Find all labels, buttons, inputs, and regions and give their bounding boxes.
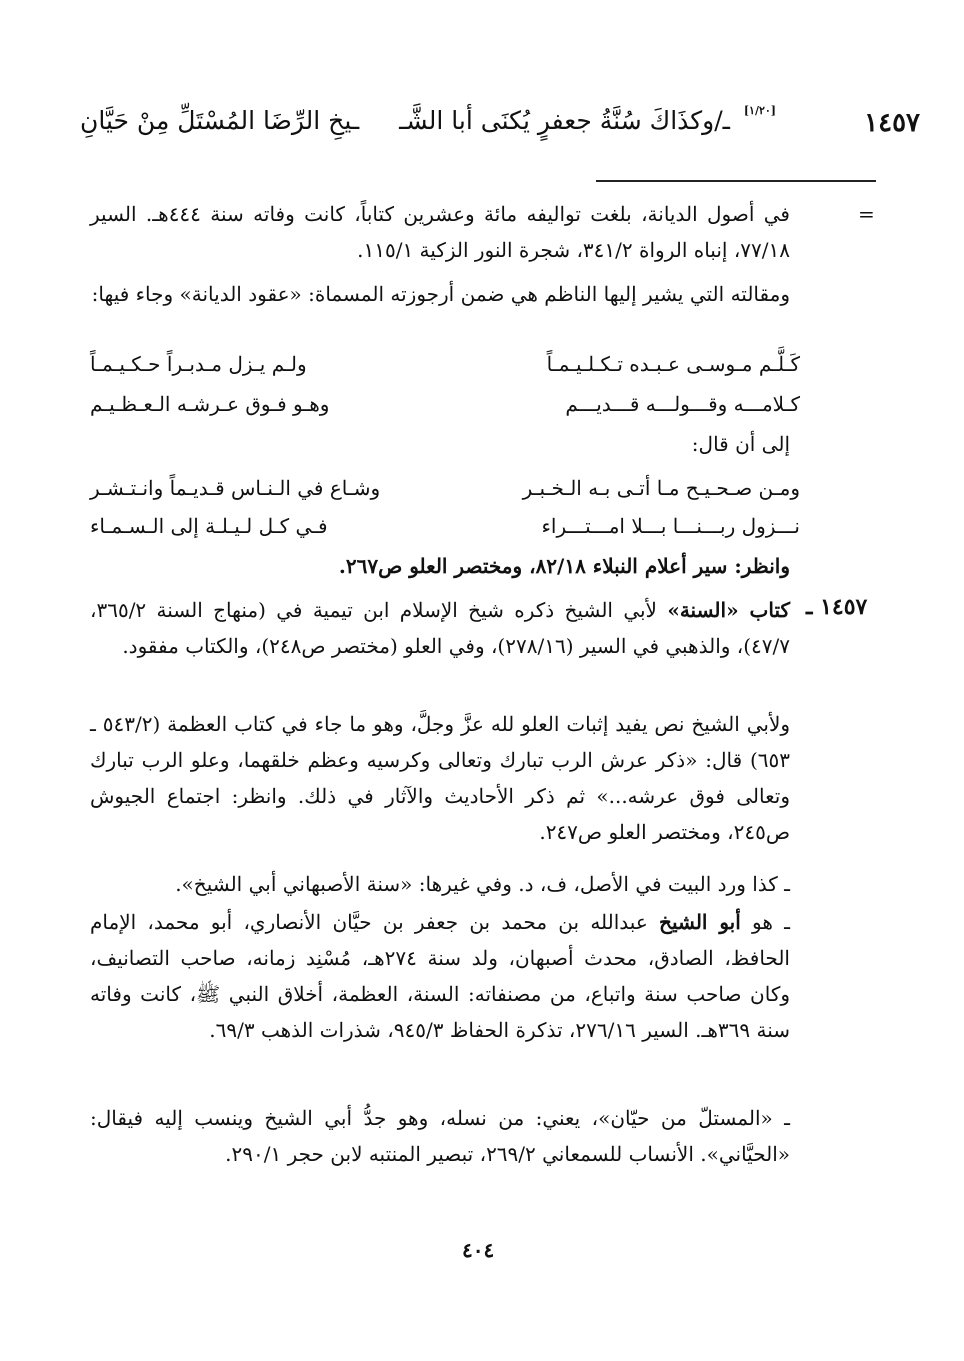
- verse-number: ١٤٥٧: [864, 108, 920, 138]
- poem2-line1-b: وشـاع في الـنـاس قـديـماً وانـتـشـر: [90, 476, 381, 500]
- note-variant-reading: ـ كذا ورد البيت في الأصل، ف، د. وفي غيرها: «سنة الأصبهاني أبي الشيخ».: [175, 872, 790, 896]
- poem1-line1-a: كَـلَّـم مـوسـى عـبـده تـكـلـيـمـاً: [546, 352, 800, 376]
- footnote-1457-paragraph: [90, 592, 790, 664]
- poem2-line1-a: ومـن صـحـيـح مـا أتـى بـه الـخـبـر: [522, 476, 800, 500]
- poem1-line2-a: كـلامـــه وقـــولـــه قـــديـــم: [565, 392, 800, 416]
- verse-first-hemistich: ـ/وكذَاكَ سُنَّةُ جعفرٍ يُكنَى أبا الشَّـ: [399, 106, 730, 135]
- until-text: إلى أن قال:: [691, 432, 790, 456]
- scholar-name: أبو الشيخ: [659, 910, 741, 934]
- book-title: كتاب «السنة»: [667, 598, 791, 622]
- see-also-reference: وانظر: سير أعلام النبلاء ٨٢/١٨، ومختصر العلو ص٢٦٧.: [338, 554, 790, 578]
- footnote-1457-paragraph-2: ولأبي الشيخ نص يفيد إثبات العلو لله عزَّ وجلَّ، وهو ما جاء في كتاب العظمة (٥٤٣/٢ ـ ٦٥٣) قال: «ذكر عرش الرب تبارك وتعالى وكرسيه وعظم خلقهما، وعلو الرب تبارك وتعالى فوق عرشه...» ثم ذكر الأحاديث والآثار في ذلك. وانظر: اجتماع الجيوش ص٢٤٥، ومختصر العلو ص٢٤٧.: [90, 712, 791, 844]
- note-lineage: ـ «المستلّ من حيّان»، يعني: من نسله، وهو جدُّ أبي الشيخ وينسب إليه فيقال: «الحيَّاني». الأنساب للسمعاني ٢٦٩/٢، تبصير المنتبه لابن حجر ٢٩٠/١.: [90, 1106, 790, 1166]
- poem2-line2-b: فـي كـل لـيـلـة إلى الـسـمـاء: [90, 514, 328, 538]
- verse-second-hemistich: ـيخِ الرِّضَا المُسْتَلِّ مِنْ حَيَّانِ: [80, 106, 360, 135]
- poem1-line2-b: وهـو فـوق عـرشـه الـعـظـيـم: [90, 392, 330, 416]
- poem1-line1-b: ولـم يـزل مـدبـراً حـكـيـمـاً: [90, 352, 307, 376]
- note-paragraph-1: في أصول الديانة، بلغت تواليفه مائة وعشرين كتاباً، كانت وفاته سنة ٤٤٤هـ. السير ٧٧/١٨، إنباه الرواة ٣٤١/٢، شجرة النور الزكية ١١٥/١.: [90, 202, 790, 262]
- continuation-mark: =: [858, 202, 875, 226]
- note-biography-prefix: ـ هو: [740, 910, 791, 934]
- page-number: ٤٠٤: [462, 1238, 495, 1262]
- poem2-line2-a: نـــزول ربـــنـــا بـــلا امـــتـــراء: [541, 514, 800, 538]
- verse-heading: [80, 104, 920, 152]
- footnote-number: ١٤٥٧ ـ: [806, 594, 868, 620]
- note-biography: [90, 904, 790, 1048]
- footnote-1457-text: لأبي الشيخ ذكره شيخ الإسلام ابن تيمية في (منهاج السنة ٣٦٥/٢، ٤٧/٧)، والذهبي في السير (٢٧٨/١٦)، وفي العلو (مختصر ص٢٤٨)، والكتاب مفقود.: [90, 598, 790, 658]
- note-biography-text: عبدالله بن محمد بن جعفر بن حيَّان الأنصاري، أبو محمد، الإمام الحافظ، الصادق، محدث أصبهان، ولد سنة ٢٧٤هـ، مُسْنِد زمانه، صاحب التصانيف، وكان صاحب سنة واتباع، من مصنفاته: السنة، العظمة، أخلاق النبي ﷺ، كانت وفاته سنة ٣٦٩هـ. السير ٢٧٦/١٦، تذكرة الحفاظ ٩٤٥/٣، شذرات الذهب ٦٩/٣.: [90, 910, 790, 1042]
- note-paragraph-2: ومقالته التي يشير إليها الناظم هي ضمن أرجوزته المسماة: «عقود الديانة» وجاء فيها:: [91, 282, 790, 306]
- manuscript-ref: [١/٢٠]: [743, 104, 776, 117]
- footnote-separator: [596, 180, 876, 182]
